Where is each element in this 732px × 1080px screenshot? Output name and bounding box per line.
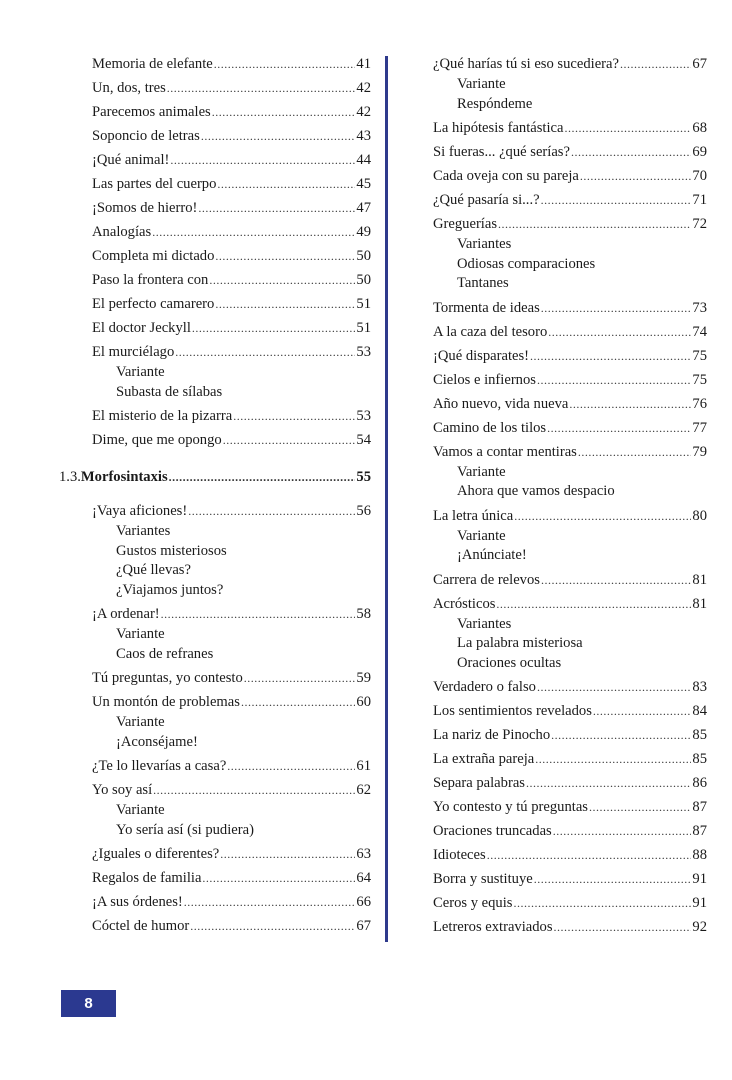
toc-entry-page: 63 — [356, 846, 371, 862]
toc-entry-page: 50 — [356, 248, 371, 264]
toc-entry — [92, 128, 371, 145]
variant-label: Variantes — [457, 236, 512, 252]
toc-entry — [433, 895, 707, 912]
dot-leader — [161, 606, 356, 623]
toc-entry — [92, 846, 371, 863]
toc-entry-title: Cada oveja con su pareja — [433, 168, 579, 184]
toc-entry-title: Un montón de problemas — [92, 694, 240, 710]
toc-entry — [92, 104, 371, 121]
toc-entry — [92, 894, 371, 911]
toc-entry-title: Borra y sustituye — [433, 871, 533, 887]
toc-entry-title: Letreros extraviados — [433, 919, 553, 935]
variant-block — [433, 615, 707, 674]
variant-block — [92, 363, 371, 402]
dot-leader — [244, 670, 356, 687]
toc-entry — [433, 192, 707, 209]
dot-leader — [167, 80, 356, 97]
toc-entry-page: 71 — [692, 192, 707, 208]
dot-leader — [534, 871, 692, 888]
toc-entry-page: 53 — [356, 344, 371, 360]
toc-entry-title: Cielos e infiernos — [433, 371, 536, 388]
toc-entry — [433, 751, 707, 768]
toc-entry-page: 55 — [356, 469, 371, 485]
toc-entry-title: La nariz de Pinocho — [433, 727, 551, 743]
column-divider — [385, 56, 388, 942]
variant-item: ¡Aconséjame! — [116, 733, 198, 750]
toc-entry-page: 53 — [356, 408, 371, 424]
dot-leader — [541, 300, 692, 317]
variant-label: Variante — [116, 714, 165, 730]
dot-leader — [513, 895, 691, 912]
toc-entry — [92, 408, 371, 425]
toc-entry-title: Dime, que me opongo — [92, 432, 222, 448]
toc-entry-page: 87 — [692, 799, 707, 815]
toc-entry-page: 75 — [692, 371, 707, 388]
dot-leader — [241, 694, 355, 711]
variant-item: ¿Qué llevas? — [116, 562, 191, 578]
variant-item: La palabra misteriosa — [457, 635, 583, 651]
toc-entry-title: Oraciones truncadas — [433, 823, 552, 839]
variant-item: Subasta de sílabas — [116, 383, 223, 400]
toc-entry — [92, 200, 371, 217]
toc-entry — [433, 871, 707, 888]
toc-entry-title: Las partes del cuerpo — [92, 176, 217, 192]
toc-entry — [433, 727, 707, 744]
toc-entry-title: La extraña pareja — [433, 751, 535, 767]
toc-entry-page: 85 — [692, 751, 707, 767]
toc-entry-page: 74 — [692, 323, 707, 340]
dot-leader — [170, 152, 355, 169]
variant-item: Oraciones ocultas — [457, 654, 562, 671]
toc-entry — [433, 300, 707, 317]
dot-leader — [227, 758, 355, 775]
dot-leader — [192, 320, 356, 337]
toc-entry — [433, 919, 707, 936]
variant-label: Variante — [116, 364, 165, 380]
variant-item: Ahora que vamos despacio — [457, 483, 615, 499]
toc-entry-page: 81 — [692, 595, 707, 612]
toc-entry — [433, 596, 707, 613]
dot-leader — [541, 192, 692, 209]
toc-entry — [433, 823, 707, 840]
toc-right-column — [433, 56, 707, 943]
toc-entry — [92, 758, 371, 775]
toc-entry-page: 61 — [356, 758, 371, 774]
dot-leader — [209, 272, 355, 289]
toc-entry — [433, 396, 707, 413]
toc-entry — [433, 56, 707, 73]
dot-leader — [537, 372, 691, 389]
variant-item: ¡Anúnciate! — [457, 547, 527, 563]
toc-entry-title: Camino de los tilos — [433, 419, 547, 436]
toc-entry — [433, 703, 707, 720]
toc-entry-title: Si fueras... ¿qué serías? — [433, 144, 570, 160]
toc-entry-title: El misterio de la pizarra — [92, 408, 233, 424]
toc-entry-title: La hipótesis fantástica — [433, 120, 564, 136]
dot-leader — [212, 104, 356, 121]
variant-item: Odiosas comparaciones — [457, 255, 596, 272]
toc-entry-title: Soponcio de letras — [92, 128, 200, 144]
dot-leader — [201, 128, 356, 145]
toc-entry-page: 69 — [692, 144, 707, 160]
toc-entry-page: 83 — [692, 679, 707, 695]
toc-entry — [92, 918, 371, 935]
toc-entry-page: 77 — [692, 419, 707, 436]
dot-leader — [217, 176, 355, 193]
toc-entry-title: Acrósticos — [433, 595, 496, 612]
toc-entry-title: ¡A ordenar! — [92, 606, 160, 622]
toc-entry-title: Paso la frontera con — [92, 272, 209, 288]
dot-leader — [593, 703, 692, 720]
toc-entry-title: El perfecto camarero — [92, 296, 215, 312]
toc-entry — [433, 799, 707, 816]
toc-entry-title: ¡Qué animal! — [92, 152, 170, 168]
dot-leader — [498, 216, 691, 233]
variant-block — [92, 522, 371, 600]
dot-leader — [541, 572, 691, 589]
toc-entry — [433, 324, 707, 341]
variant-item: Gustos misteriosos — [116, 542, 227, 559]
toc-entry — [92, 782, 371, 799]
toc-entry — [92, 606, 371, 623]
toc-entry-page: 47 — [356, 200, 371, 216]
toc-section-heading — [59, 469, 371, 486]
variant-block — [92, 713, 371, 752]
toc-entry-page: 54 — [356, 432, 371, 448]
dot-leader — [220, 846, 355, 863]
dot-leader — [214, 56, 356, 73]
toc-entry-page: 50 — [356, 272, 371, 288]
toc-entry — [92, 870, 371, 887]
dot-leader — [233, 408, 355, 425]
toc-entry-title: Idioteces — [433, 847, 486, 863]
toc-entry — [433, 120, 707, 137]
toc-entry-title: Yo soy así — [92, 782, 153, 798]
dot-leader — [223, 432, 356, 449]
toc-entry-page: 75 — [692, 347, 707, 364]
toc-entry — [92, 344, 371, 361]
toc-entry-title: Morfosintaxis — [80, 469, 168, 485]
variant-block — [433, 527, 707, 566]
toc-entry-title: ¡Qué disparates! — [433, 347, 530, 364]
variant-block — [92, 625, 371, 664]
variant-item: Caos de refranes — [116, 645, 214, 662]
toc-entry-page: 51 — [356, 296, 371, 312]
dot-leader — [198, 200, 355, 217]
toc-entry-title: ¿Qué pasaría si...? — [433, 192, 540, 208]
dot-leader — [537, 679, 691, 696]
toc-entry-title: ¡Somos de hierro! — [92, 200, 198, 216]
toc-entry-page: 51 — [356, 320, 371, 336]
toc-entry-title: Separa palabras — [433, 775, 525, 791]
toc-entry-page: 81 — [692, 571, 707, 588]
variant-block — [92, 801, 371, 840]
toc-entry — [92, 503, 371, 520]
dot-leader — [175, 344, 355, 361]
dot-leader — [551, 727, 691, 744]
toc-entry — [433, 444, 707, 461]
toc-entry — [92, 176, 371, 193]
toc-entry-page: 92 — [692, 919, 707, 935]
toc-entry-title: El doctor Jeckyll — [92, 320, 191, 336]
toc-entry-title: ¿Te lo llevarías a casa? — [92, 758, 227, 774]
toc-entry-page: 86 — [692, 775, 707, 791]
variant-label: Variantes — [457, 615, 512, 632]
toc-entry-title: ¿Iguales o diferentes? — [92, 846, 220, 862]
toc-entry — [433, 168, 707, 185]
toc-entry-page: 56 — [356, 503, 371, 519]
variant-block — [433, 235, 707, 294]
toc-entry — [92, 694, 371, 711]
toc-entry — [92, 152, 371, 169]
variant-label: Variante — [457, 527, 506, 544]
toc-entry-page: 72 — [692, 216, 707, 232]
toc-entry — [92, 296, 371, 313]
dot-leader — [580, 168, 692, 185]
dot-leader — [487, 847, 692, 864]
toc-entry-page: 67 — [692, 56, 707, 72]
toc-entry — [92, 224, 371, 241]
dot-leader — [553, 823, 692, 840]
toc-entry-title: Memoria de elefante — [92, 56, 213, 72]
toc-entry — [92, 80, 371, 97]
toc-entry-page: 76 — [692, 395, 707, 412]
toc-entry-page: 60 — [356, 694, 371, 710]
toc-entry-title: Completa mi dictado — [92, 248, 215, 264]
dot-leader — [554, 919, 692, 936]
toc-entry-page: 42 — [356, 80, 371, 96]
toc-entry-page: 70 — [692, 168, 707, 184]
toc-entry-title: Yo contesto y tú preguntas — [433, 799, 588, 815]
toc-entry — [433, 508, 707, 525]
toc-entry-title: Un, dos, tres — [92, 80, 166, 96]
toc-entry-page: 49 — [356, 224, 371, 240]
variant-label: Variante — [457, 463, 506, 480]
toc-entry-title: Cóctel de humor — [92, 918, 190, 934]
dot-leader — [547, 420, 691, 437]
toc-entry-title: Año nuevo, vida nueva — [433, 395, 569, 412]
variant-item: Yo sería así (si pudiera) — [116, 821, 254, 838]
toc-entry-title: Vamos a contar mentiras — [433, 443, 577, 460]
toc-entry-title: Verdadero o falso — [433, 679, 536, 695]
toc-entry-title: ¡A sus órdenes! — [92, 894, 183, 910]
toc-entry-page: 79 — [692, 443, 707, 460]
dot-leader — [565, 120, 692, 137]
toc-entry-page: 45 — [356, 176, 371, 192]
page-number: 8 — [84, 995, 93, 1012]
toc-entry-title: Greguerías — [433, 216, 498, 232]
toc-entry-page: 43 — [356, 128, 371, 144]
toc-entry-page: 91 — [692, 895, 707, 911]
toc-entry — [433, 144, 707, 161]
variant-label: Variante — [116, 802, 165, 818]
variant-item: Tantanes — [457, 275, 509, 291]
toc-entry-page: 41 — [356, 56, 371, 72]
toc-entry — [433, 372, 707, 389]
dot-leader — [620, 56, 691, 73]
toc-entry — [92, 56, 371, 73]
toc-entry-title: Regalos de familia — [92, 870, 202, 886]
toc-entry-page: 68 — [692, 120, 707, 136]
dot-leader — [514, 508, 691, 525]
toc-entry-title: Ceros y equis — [433, 895, 513, 911]
toc-entry-page: 62 — [356, 782, 371, 798]
toc-entry-title: ¿Qué harías tú si eso sucediera? — [433, 56, 619, 72]
toc-entry-title: Los sentimientos revelados — [433, 703, 592, 719]
dot-leader — [202, 870, 355, 887]
section-number: 1.3. — [59, 469, 81, 485]
toc-entry — [92, 432, 371, 449]
toc-entry-page: 84 — [692, 703, 707, 719]
toc-entry — [92, 320, 371, 337]
toc-entry — [433, 420, 707, 437]
dot-leader — [152, 224, 355, 241]
dot-leader — [548, 324, 691, 341]
dot-leader — [184, 894, 356, 911]
toc-entry-page: 88 — [692, 847, 707, 863]
dot-leader — [215, 248, 355, 265]
dot-leader — [589, 799, 691, 816]
dot-leader — [496, 596, 691, 613]
toc-entry-page: 66 — [356, 894, 371, 910]
toc-entry — [433, 679, 707, 696]
toc-entry-page: 87 — [692, 823, 707, 839]
toc-entry-page: 64 — [356, 870, 371, 886]
toc-entry-page: 80 — [692, 507, 707, 524]
toc-entry-page: 44 — [356, 152, 371, 168]
toc-entry-page: 67 — [356, 918, 371, 934]
toc-entry-title: A la caza del tesoro — [433, 323, 548, 340]
dot-leader — [190, 918, 355, 935]
toc-entry-page: 58 — [356, 606, 371, 622]
dot-leader — [571, 144, 691, 161]
toc-entry-page: 91 — [692, 871, 707, 887]
dot-leader — [188, 503, 355, 520]
variant-label: Variante — [116, 626, 165, 642]
toc-entry-page: 59 — [356, 670, 371, 686]
toc-entry-title: La letra única — [433, 507, 514, 524]
toc-entry-title: Tormenta de ideas — [433, 299, 540, 316]
dot-leader — [169, 469, 356, 486]
toc-entry — [92, 248, 371, 265]
toc-left-column — [59, 56, 371, 942]
toc-entry-page: 42 — [356, 104, 371, 120]
toc-entry — [433, 216, 707, 233]
toc-entry-title: Carrera de relevos — [433, 571, 540, 588]
dot-leader — [569, 396, 691, 413]
dot-leader — [526, 775, 691, 792]
variant-label: Variante — [457, 76, 506, 92]
toc-entry — [92, 272, 371, 289]
toc-entry — [433, 847, 707, 864]
toc-entry-page: 73 — [692, 299, 707, 316]
variant-item: ¿Viajamos juntos? — [116, 581, 224, 598]
dot-leader — [215, 296, 355, 313]
variant-item: Respóndeme — [457, 95, 533, 112]
page-number-badge — [61, 990, 116, 1017]
variant-block — [433, 75, 707, 114]
dot-leader — [578, 444, 692, 461]
variant-label: Variantes — [116, 523, 171, 539]
toc-entry-title: Tú preguntas, yo contesto — [92, 670, 243, 686]
toc-entry-title: ¡Vaya aficiones! — [92, 503, 188, 519]
toc-entry-page: 85 — [692, 727, 707, 743]
dot-leader — [153, 782, 355, 799]
toc-entry-title: Analogías — [92, 224, 152, 240]
toc-entry-title: El murciélago — [92, 344, 175, 360]
toc-entry — [92, 670, 371, 687]
toc-entry-title: Parecemos animales — [92, 104, 211, 120]
toc-entry — [433, 572, 707, 589]
dot-leader — [535, 751, 691, 768]
dot-leader — [530, 348, 691, 365]
variant-block — [433, 463, 707, 502]
toc-entry — [433, 775, 707, 792]
toc-entry — [433, 348, 707, 365]
